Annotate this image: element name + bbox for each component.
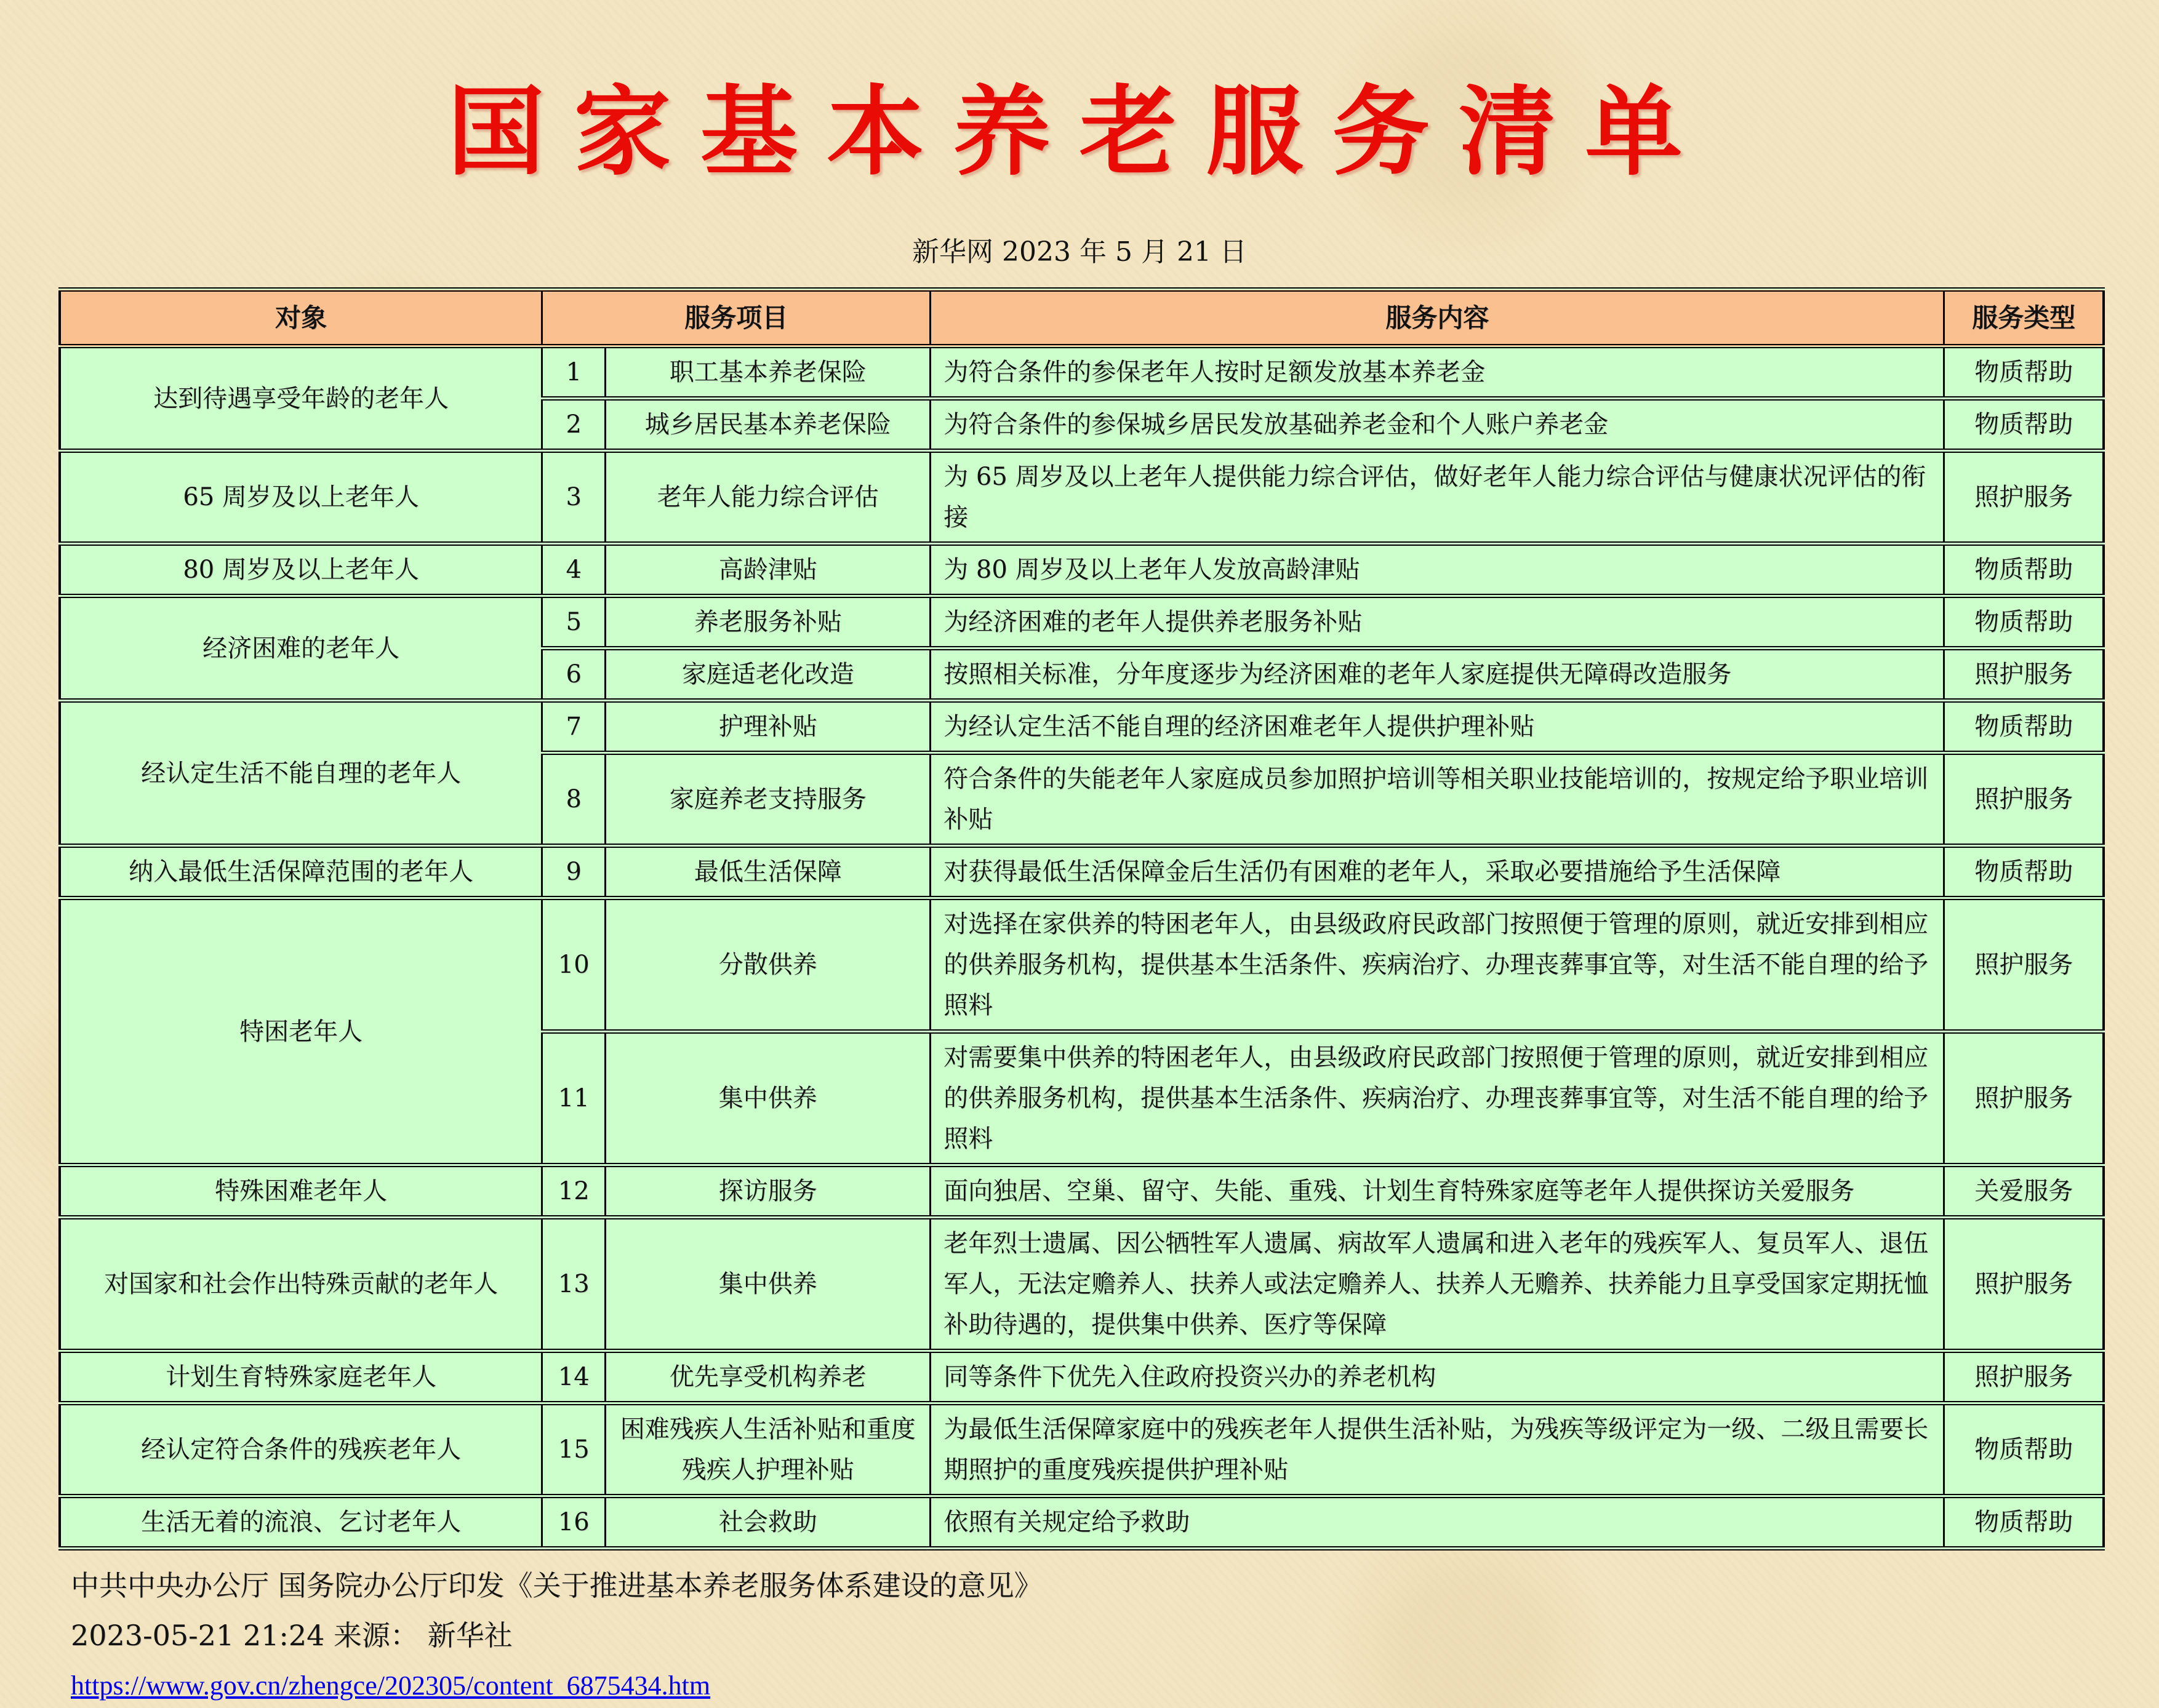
table-row	[60, 898, 2104, 1032]
row-number-cell: 3	[542, 451, 606, 544]
service-type-cell: 物质帮助	[1944, 596, 2104, 648]
target-group-cell: 特困老年人	[60, 898, 542, 1165]
row-number-cell: 13	[542, 1218, 606, 1351]
service-content-cell: 为符合条件的参保城乡居民发放基础养老金和个人账户养老金	[931, 399, 1944, 451]
service-content-cell: 为 80 周岁及以上老年人发放高龄津贴	[931, 544, 1944, 596]
target-group-cell: 计划生育特殊家庭老年人	[60, 1351, 542, 1403]
service-content-cell: 对选择在家供养的特困老年人，由县级政府民政部门按照便于管理的原则，就近安排到相应的供养服务机构，提供基本生活条件、疾病治疗、办理丧葬事宜等，对生活不能自理的给予照料	[931, 898, 1944, 1032]
row-number-cell: 8	[542, 753, 606, 846]
target-group-cell: 对国家和社会作出特殊贡献的老年人	[60, 1218, 542, 1351]
service-item-cell: 职工基本养老保险	[606, 346, 931, 399]
service-item-cell: 集中供养	[606, 1218, 931, 1351]
service-item-cell: 家庭养老支持服务	[606, 753, 931, 846]
service-type-cell: 照护服务	[1944, 1351, 2104, 1403]
service-content-cell: 对获得最低生活保障金后生活仍有困难的老年人，采取必要措施给予生活保障	[931, 846, 1944, 898]
service-item-cell: 社会救助	[606, 1496, 931, 1549]
page-title: 国家基本养老服务清单	[447, 75, 1712, 189]
service-type-cell: 物质帮助	[1944, 544, 2104, 596]
service-item-cell: 集中供养	[606, 1032, 931, 1165]
target-group-cell: 65 周岁及以上老年人	[60, 451, 542, 544]
service-content-cell: 为符合条件的参保老年人按时足额发放基本养老金	[931, 346, 1944, 399]
service-type-cell: 物质帮助	[1944, 846, 2104, 898]
service-type-cell: 物质帮助	[1944, 701, 2104, 753]
target-group-cell: 特殊困难老年人	[60, 1165, 542, 1218]
service-item-cell: 探访服务	[606, 1165, 931, 1218]
row-number-cell: 11	[542, 1032, 606, 1165]
service-item-cell: 护理补贴	[606, 701, 931, 753]
service-content-cell: 对需要集中供养的特困老年人，由县级政府民政部门按照便于管理的原则，就近安排到相应的供养服务机构，提供基本生活条件、疾病治疗、办理丧葬事宜等，对生活不能自理的给予照料	[931, 1032, 1944, 1165]
row-number-cell: 16	[542, 1496, 606, 1549]
row-number-cell: 1	[542, 346, 606, 399]
page-footer	[71, 1563, 2159, 1708]
footer-date-source-line: 2023-05-21 21:24 来源： 新华社	[71, 1618, 513, 1652]
service-content-cell: 为经济困难的老年人提供养老服务补贴	[931, 596, 1944, 648]
target-group-cell: 生活无着的流浪、乞讨老年人	[60, 1496, 542, 1549]
target-group-cell: 达到待遇享受年龄的老年人	[60, 346, 542, 451]
target-group-cell: 经认定符合条件的残疾老年人	[60, 1403, 542, 1496]
service-type-cell: 物质帮助	[1944, 1496, 2104, 1549]
row-number-cell: 10	[542, 898, 606, 1032]
service-content-cell: 面向独居、空巢、留守、失能、重残、计划生育特殊家庭等老年人提供探访关爱服务	[931, 1165, 1944, 1218]
service-type-cell: 物质帮助	[1944, 1403, 2104, 1496]
services-table-body	[60, 346, 2104, 1549]
row-number-cell: 5	[542, 596, 606, 648]
table-row	[60, 596, 2104, 648]
service-item-cell: 优先享受机构养老	[606, 1351, 931, 1403]
service-content-cell: 同等条件下优先入住政府投资兴办的养老机构	[931, 1351, 1944, 1403]
service-content-cell: 符合条件的失能老年人家庭成员参加照护培训等相关职业技能培训的，按规定给予职业培训补贴	[931, 753, 1944, 846]
target-group-cell: 80 周岁及以上老年人	[60, 544, 542, 596]
table-row	[60, 846, 2104, 898]
service-type-cell: 物质帮助	[1944, 346, 2104, 399]
service-type-cell: 照护服务	[1944, 898, 2104, 1032]
target-group-cell: 经认定生活不能自理的老年人	[60, 701, 542, 846]
row-number-cell: 14	[542, 1351, 606, 1403]
row-number-cell: 12	[542, 1165, 606, 1218]
service-type-cell: 照护服务	[1944, 753, 2104, 846]
table-row	[60, 451, 2104, 544]
header-service-type: 服务类型	[1944, 290, 2104, 346]
row-number-cell: 2	[542, 399, 606, 451]
header-service-item: 服务项目	[542, 290, 931, 346]
service-type-cell: 照护服务	[1944, 451, 2104, 544]
service-item-cell: 老年人能力综合评估	[606, 451, 931, 544]
source-link[interactable]: https://www.gov.cn/zhengce/202305/content_6875434.htm	[71, 1670, 711, 1701]
table-row	[60, 1496, 2104, 1549]
service-item-cell: 家庭适老化改造	[606, 648, 931, 701]
service-type-cell: 照护服务	[1944, 1218, 2104, 1351]
table-row	[60, 1165, 2104, 1218]
table-row	[60, 346, 2104, 399]
service-type-cell: 照护服务	[1944, 1032, 2104, 1165]
target-group-cell: 经济困难的老年人	[60, 596, 542, 701]
service-content-cell: 为 65 周岁及以上老年人提供能力综合评估，做好老年人能力综合评估与健康状况评估的衔接	[931, 451, 1944, 544]
service-content-cell: 为最低生活保障家庭中的残疾老年人提供生活补贴，为残疾等级评定为一级、二级且需要长期照护的重度残疾提供护理补贴	[931, 1403, 1944, 1496]
service-item-cell: 高龄津贴	[606, 544, 931, 596]
service-content-cell: 为经认定生活不能自理的经济困难老年人提供护理补贴	[931, 701, 1944, 753]
table-row	[60, 1351, 2104, 1403]
service-content-cell: 依照有关规定给予救助	[931, 1496, 1944, 1549]
target-group-cell: 纳入最低生活保障范围的老年人	[60, 846, 542, 898]
table-header-row	[60, 290, 2104, 346]
page-subtitle: 新华网 2023 年 5 月 21 日	[912, 236, 1247, 268]
service-item-cell: 困难残疾人生活补贴和重度残疾人护理补贴	[606, 1403, 931, 1496]
row-number-cell: 9	[542, 846, 606, 898]
table-row	[60, 544, 2104, 596]
service-type-cell: 物质帮助	[1944, 399, 2104, 451]
service-content-cell: 老年烈士遗属、因公牺牲军人遗属、病故军人遗属和进入老年的残疾军人、复员军人、退伍军人，无法定赡养人、扶养人或法定赡养人、扶养人无赡养、扶养能力且享受国家定期抚恤补助待遇的，提供集中供养、医疗等保障	[931, 1218, 1944, 1351]
service-item-cell: 养老服务补贴	[606, 596, 931, 648]
header-target: 对象	[60, 290, 542, 346]
header-service-content: 服务内容	[931, 290, 1944, 346]
row-number-cell: 7	[542, 701, 606, 753]
service-type-cell: 关爱服务	[1944, 1165, 2104, 1218]
row-number-cell: 15	[542, 1403, 606, 1496]
footer-document-line: 中共中央办公厅 国务院办公厅印发《关于推进基本养老服务体系建设的意见》	[71, 1569, 1043, 1603]
service-item-cell: 分散供养	[606, 898, 931, 1032]
table-row	[60, 1218, 2104, 1351]
service-type-cell: 照护服务	[1944, 648, 2104, 701]
service-content-cell: 按照相关标准，分年度逐步为经济困难的老年人家庭提供无障碍改造服务	[931, 648, 1944, 701]
row-number-cell: 6	[542, 648, 606, 701]
row-number-cell: 4	[542, 544, 606, 596]
table-row	[60, 1403, 2104, 1496]
table-row	[60, 701, 2104, 753]
service-item-cell: 最低生活保障	[606, 846, 931, 898]
services-table	[58, 287, 2105, 1550]
service-item-cell: 城乡居民基本养老保险	[606, 399, 931, 451]
